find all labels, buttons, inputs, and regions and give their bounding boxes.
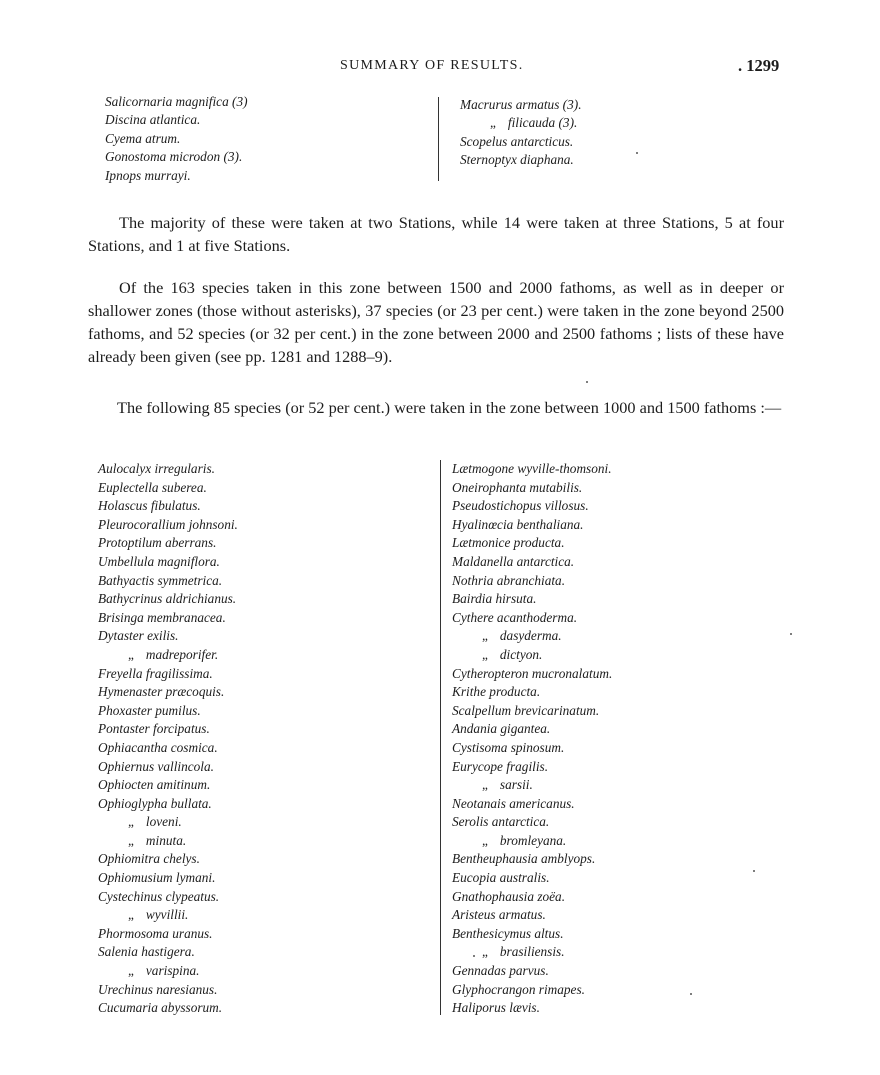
column-divider bbox=[440, 460, 441, 1015]
species-item: Scopelus antarcticus. bbox=[460, 133, 574, 149]
species-item: Ipnops murrayi. bbox=[105, 167, 191, 183]
species-item: Nothria abranchiata. bbox=[452, 572, 566, 588]
species-item: Serolis antarctica. bbox=[452, 814, 550, 830]
species-item: Glyphocrangon rimapes. bbox=[452, 981, 585, 997]
species-item: Cystisoma spinosum. bbox=[452, 739, 565, 755]
species-item: Pseudostichopus villosus. bbox=[452, 498, 589, 514]
species-epithet: wyvillii. bbox=[145, 907, 189, 923]
top-species-list-left bbox=[105, 93, 248, 185]
paper-speck bbox=[690, 993, 692, 995]
ditto-mark: „ bbox=[128, 646, 134, 662]
species-item: Krithe producta. bbox=[452, 684, 541, 700]
ditto-mark: „ bbox=[490, 115, 496, 131]
species-item-ditto bbox=[98, 962, 238, 981]
species-item: Oneirophanta mutabilis. bbox=[452, 479, 583, 495]
species-item: Neotanais americanus. bbox=[452, 795, 575, 811]
paper-speck bbox=[753, 870, 755, 872]
species-list-left bbox=[98, 460, 238, 1018]
species-item: Scalpellum brevicarinatum. bbox=[452, 702, 600, 718]
species-item-ditto bbox=[460, 114, 582, 132]
species-item: Phoxaster pumilus. bbox=[98, 702, 201, 718]
species-item: Phormosoma uranus. bbox=[98, 925, 213, 941]
species-item: Euplectella suberea. bbox=[98, 479, 207, 495]
species-item: Freyella fragilissima. bbox=[98, 665, 213, 681]
species-item-ditto bbox=[98, 646, 238, 665]
species-item: Hyalinœcia benthaliana. bbox=[452, 516, 584, 532]
species-item: Bairdia hirsuta. bbox=[452, 591, 537, 607]
paper-speck bbox=[636, 152, 638, 154]
species-item: Pontaster forcipatus. bbox=[98, 721, 210, 737]
paper-speck bbox=[790, 633, 792, 635]
species-item: Ophiocten amitinum. bbox=[98, 777, 211, 793]
species-item: Eurycope fragilis. bbox=[452, 758, 549, 774]
ditto-mark: „ bbox=[482, 944, 488, 960]
species-item: Hymenaster præcoquis. bbox=[98, 684, 225, 700]
ditto-mark: „ bbox=[128, 963, 134, 979]
species-item: Cytheropteron mucronalatum. bbox=[452, 665, 613, 681]
species-epithet: brasiliensis. bbox=[499, 944, 565, 960]
species-item: Gennadas parvus. bbox=[452, 963, 549, 979]
page-number: . 1299 bbox=[738, 56, 780, 75]
species-epithet: bromleyana. bbox=[499, 832, 567, 848]
species-item: Urechinus naresianus. bbox=[98, 981, 218, 997]
ditto-mark: „ bbox=[128, 907, 134, 923]
column-divider bbox=[438, 97, 439, 181]
paper-speck bbox=[586, 381, 588, 383]
species-item: Bathyactis symmetrica. bbox=[98, 572, 223, 588]
page-header bbox=[0, 56, 880, 80]
species-item: Ophiacantha cosmica. bbox=[98, 739, 218, 755]
ditto-mark: „ bbox=[482, 628, 488, 644]
species-item: Bentheuphausia amblyops. bbox=[452, 851, 596, 867]
species-item-ditto bbox=[452, 943, 612, 962]
paragraph-zones: Of the 163 species taken in this zone between 1500 and 2000 fathoms, as well as in deeper or shallower zones (those without asterisks), 37 species (or 23 per cent.) were taken in the zone beyond 2500 fathoms, and 52 species (or 32 per cent.) in the zone between 2000 and 2500 fathoms ; lists of these have already been given (see pp. 1281 and 1288–9). bbox=[88, 278, 784, 366]
paragraph-following: The following 85 species (or 52 per cent.) were taken in the zone between 1000 and 1500 fathoms :— bbox=[117, 398, 782, 417]
species-item: Ophiomusium lymani. bbox=[98, 870, 216, 886]
top-species-list-right bbox=[460, 96, 582, 170]
species-item: Maldanella antarctica. bbox=[452, 553, 575, 569]
ditto-mark: „ bbox=[128, 832, 134, 848]
species-item: Gonostoma microdon (3). bbox=[105, 149, 243, 165]
paragraph-stations: The majority of these were taken at two Stations, while 14 were taken at three Stations, 5 at four Stations, and 1 at five Stations. bbox=[88, 213, 784, 255]
species-item-ditto bbox=[98, 906, 238, 925]
species-item: Holascus fibulatus. bbox=[98, 498, 201, 514]
species-item: Umbellula magniflora. bbox=[98, 553, 220, 569]
species-item: Salenia hastigera. bbox=[98, 944, 195, 960]
species-item-ditto bbox=[452, 776, 612, 795]
species-list-right bbox=[452, 460, 612, 1018]
species-epithet: filicauda (3). bbox=[507, 115, 578, 131]
species-item-ditto bbox=[98, 813, 238, 832]
species-item: Benthesicymus altus. bbox=[452, 925, 564, 941]
species-item: Pleurocorallium johnsoni. bbox=[98, 516, 238, 532]
species-item: Gnathophausia zoëa. bbox=[452, 888, 566, 904]
species-item: Cyema atrum. bbox=[105, 130, 181, 146]
species-item: Macrurus armatus (3). bbox=[460, 97, 582, 112]
ditto-mark: „ bbox=[482, 832, 488, 848]
species-epithet: minuta. bbox=[145, 832, 187, 848]
species-item: Eucopia australis. bbox=[452, 870, 550, 886]
species-item: Cystechinus clypeatus. bbox=[98, 888, 220, 904]
species-item: Ophiernus vallincola. bbox=[98, 758, 214, 774]
species-item: Brisinga membranacea. bbox=[98, 609, 226, 625]
ditto-mark: „ bbox=[482, 777, 488, 793]
species-item-ditto bbox=[452, 646, 612, 665]
species-item: Ophioglypha bullata. bbox=[98, 795, 212, 811]
species-item: Discina atlantica. bbox=[105, 112, 201, 128]
ditto-mark: „ bbox=[482, 646, 488, 662]
species-epithet: sarsii. bbox=[499, 777, 533, 793]
species-item: Cucumaria abyssorum. bbox=[98, 1000, 223, 1016]
running-title: SUMMARY OF RESULTS. bbox=[340, 58, 524, 73]
species-item-ditto bbox=[452, 832, 612, 851]
species-epithet: madreporifer. bbox=[145, 646, 219, 662]
species-item: Sternoptyx diaphana. bbox=[460, 152, 574, 168]
species-item: Cythere acanthoderma. bbox=[452, 609, 578, 625]
species-epithet: loveni. bbox=[145, 814, 182, 830]
species-item: Bathycrinus aldrichianus. bbox=[98, 591, 237, 607]
species-item: Lætmonice producta. bbox=[452, 535, 565, 551]
species-epithet: dictyon. bbox=[499, 646, 543, 662]
paper-speck bbox=[473, 955, 475, 957]
species-epithet: varispina. bbox=[145, 963, 200, 979]
species-item-ditto bbox=[452, 627, 612, 646]
species-item: Andania gigantea. bbox=[452, 721, 551, 737]
species-item: Salicornaria magnifica (3) bbox=[105, 94, 248, 109]
species-item-ditto bbox=[98, 832, 238, 851]
species-item: Protoptilum aberrans. bbox=[98, 535, 217, 551]
species-item: Dytaster exilis. bbox=[98, 628, 179, 644]
species-item: Aristeus armatus. bbox=[452, 907, 546, 923]
species-epithet: dasyderma. bbox=[499, 628, 562, 644]
species-item: Aulocalyx irregularis. bbox=[98, 461, 215, 476]
species-item: Lætmogone wyville-thomsoni. bbox=[452, 461, 612, 476]
species-item: Ophiomitra chelys. bbox=[98, 851, 200, 867]
species-item: Haliporus lævis. bbox=[452, 1000, 540, 1016]
ditto-mark: „ bbox=[128, 814, 134, 830]
